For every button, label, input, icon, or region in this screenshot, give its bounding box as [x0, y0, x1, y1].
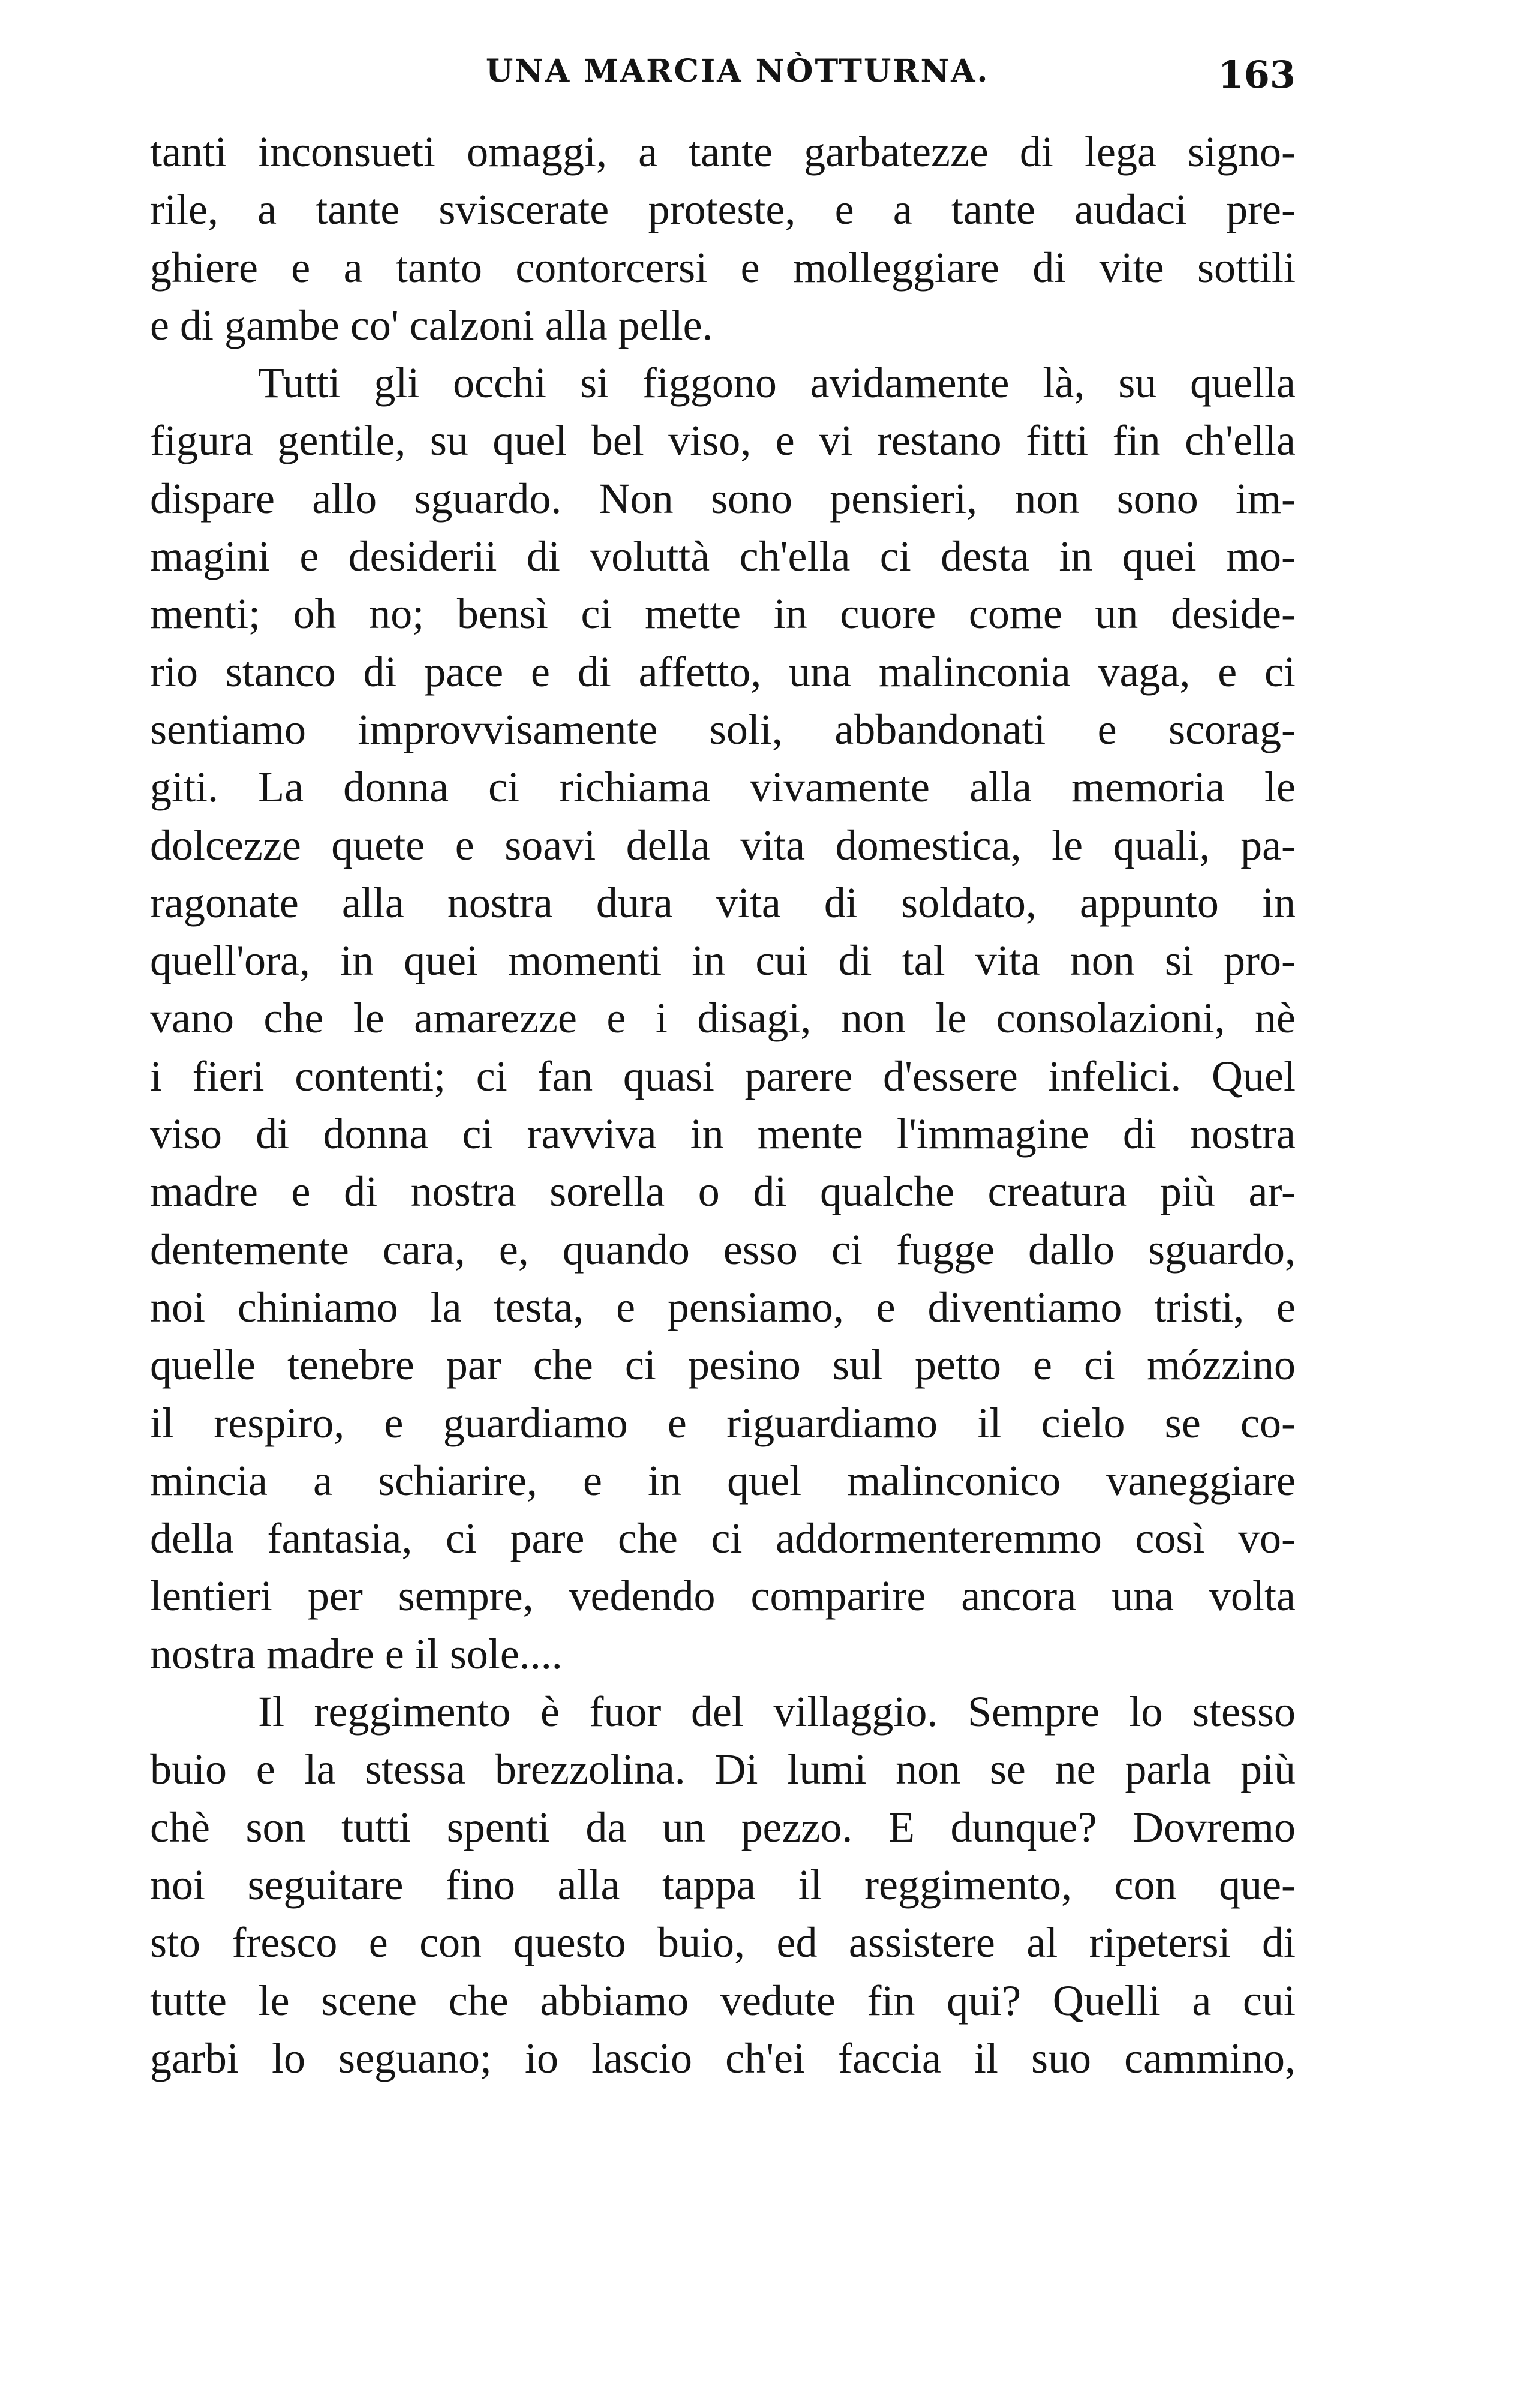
- text-line: ghiere e a tanto contorcersi e molleggiare di vite sottili: [150, 243, 1296, 292]
- text-line: tanti inconsueti omaggi, a tante garbatezze di lega signo-: [150, 128, 1296, 176]
- text-line: figura gentile, su quel bel viso, e vi restano fitti fin ch'ella: [150, 416, 1296, 465]
- text-line: lentieri per sempre, vedendo comparire ancora una volta: [150, 1572, 1296, 1620]
- text-line: della fantasia, ci pare che ci addormenteremmo così vo-: [150, 1514, 1296, 1563]
- text-line: i fieri contenti; ci fan quasi parere d'essere infelici. Quel: [150, 1052, 1296, 1100]
- text-line: rile, a tante sviscerate proteste, e a tante audaci pre-: [150, 185, 1296, 234]
- text-line: sentiamo improvvisamente soli, abbandonati e scorag-: [150, 705, 1296, 753]
- text-line: Il reggimento è fuor del villaggio. Sempre lo stesso: [258, 1688, 1296, 1736]
- text-line: e di gambe co' calzoni alla pelle.: [150, 301, 713, 349]
- text-line: mincia a schiarire, e in quel malinconico vaneggiare: [150, 1456, 1296, 1505]
- text-line: Tutti gli occhi si figgono avidamente là, su quella: [258, 359, 1296, 407]
- page-header: [150, 53, 1296, 107]
- text-line: nostra madre e il sole....: [150, 1629, 563, 1678]
- running-title: UNA MARCIA NÒTTURNA.: [486, 53, 990, 89]
- text-line: ragonate alla nostra dura vita di soldato, appunto in: [150, 878, 1296, 927]
- text-line: garbi lo seguano; io lascio ch'ei faccia il suo cammino,: [150, 2034, 1296, 2082]
- text-line: madre e di nostra sorella o di qualche creatura più ar-: [150, 1167, 1296, 1216]
- text-line: dentemente cara, e, quando esso ci fugge dallo sguardo,: [150, 1225, 1296, 1274]
- text-line: menti; oh no; bensì ci mette in cuore come un deside-: [150, 590, 1296, 638]
- paragraph: [150, 354, 1296, 1683]
- text-line: vano che le amarezze e i disagi, non le consolazioni, nè: [150, 994, 1296, 1043]
- text-line: rio stanco di pace e di affetto, una malinconia vaga, e ci: [150, 647, 1296, 696]
- text-line: tutte le scene che abbiamo vedute fin qui? Quelli a cui: [150, 1976, 1296, 2025]
- text-line: noi seguitare fino alla tappa il reggimento, con que-: [150, 1860, 1296, 1909]
- text-line: il respiro, e guardiamo e riguardiamo il cielo se co-: [150, 1398, 1296, 1447]
- text-line: chè son tutti spenti da un pezzo. E dunque? Dovremo: [150, 1803, 1296, 1851]
- text-line: magini e desiderii di voluttà ch'ella ci desta in quei mo-: [150, 532, 1296, 581]
- text-line: buio e la stessa brezzolina. Di lumi non se ne parla più: [150, 1745, 1296, 1794]
- page-number: 163: [1218, 53, 1296, 97]
- text-line: dolcezze quete e soavi della vita domestica, le quali, pa-: [150, 821, 1296, 869]
- paragraph: [150, 123, 1296, 354]
- text-line: noi chiniamo la testa, e pensiamo, e diventiamo tristi, e: [150, 1283, 1296, 1331]
- text-line: quelle tenebre par che ci pesino sul petto e ci mózzino: [150, 1341, 1296, 1389]
- text-line: dispare allo sguardo. Non sono pensieri, non sono im-: [150, 474, 1296, 523]
- text-line: giti. La donna ci richiama vivamente alla memoria le: [150, 763, 1296, 812]
- body-text: [150, 123, 1296, 2087]
- text-line: viso di donna ci ravviva in mente l'immagine di nostra: [150, 1110, 1296, 1158]
- text-line: sto fresco e con questo buio, ed assistere al ripetersi di: [150, 1918, 1296, 1967]
- paragraph: [150, 1683, 1296, 2087]
- text-line: quell'ora, in quei momenti in cui di tal vita non si pro-: [150, 936, 1296, 985]
